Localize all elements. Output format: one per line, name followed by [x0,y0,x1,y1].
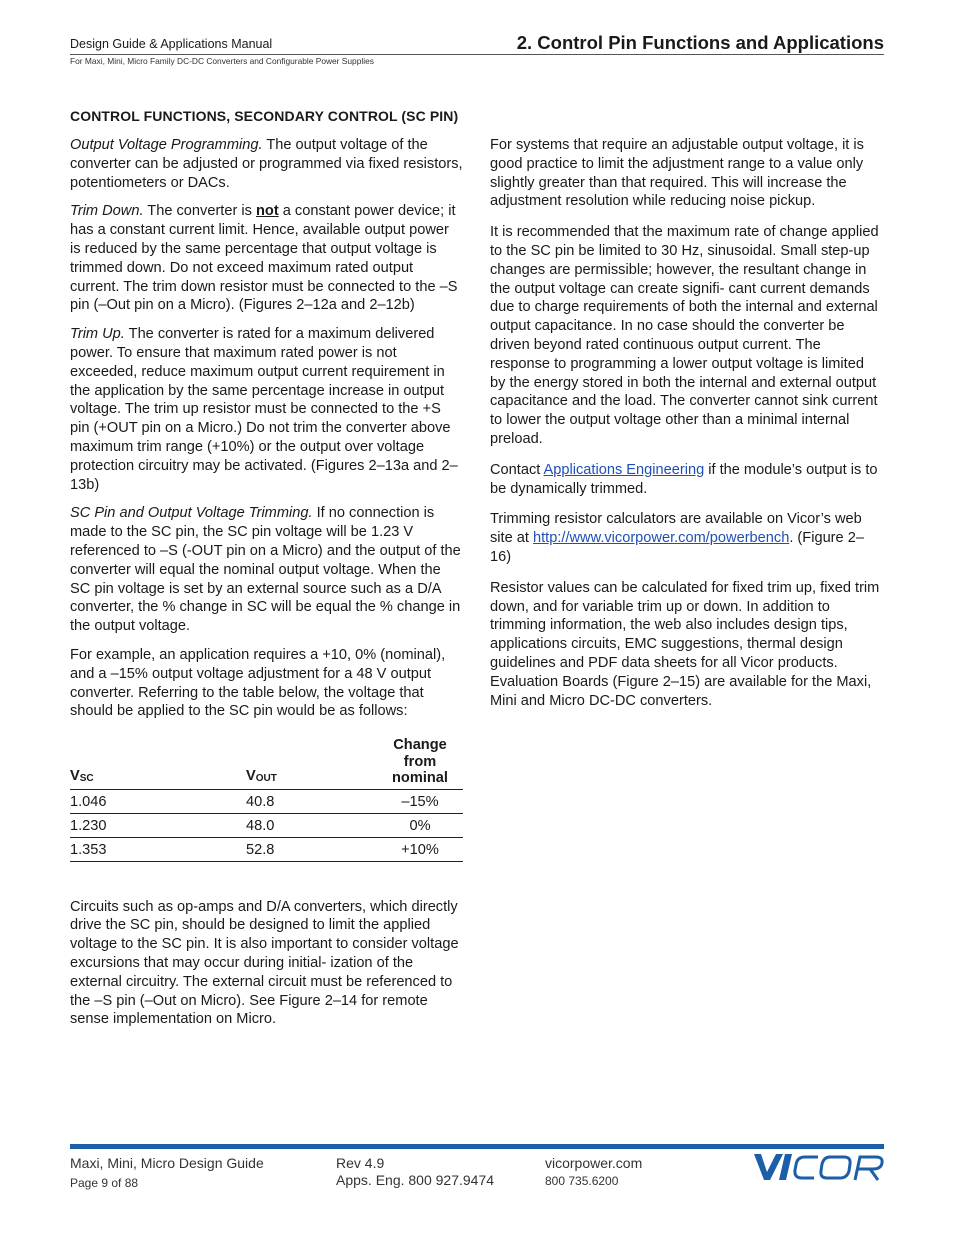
vicor-logo [752,1152,886,1182]
table-row [70,837,463,861]
table-header-row [70,737,463,789]
footer-bar [70,1144,884,1149]
paragraph-circuits: Circuits such as op-amps and D/A converters, which directly drive the SC pin, should be designed to limit the applied voltage to the SC pin. It is also important to consider voltage excursions that may occur during initial- ization of the external circuitry. The external circuit must be referenced to the –S pin (–Out on Micro). See Figure 2–14 for remote sense implementation on Micro. [70,898,459,1028]
manual-title: Design Guide & Applications Manual [70,37,273,51]
right-column [490,136,883,722]
paragraph-resistor-values: Resistor values can be calculated for fixed trim up, fixed trim down, and for variable trim up or down. In addition to trimming information, the web also includes design tips, applications circuits, EMC suggestions, thermal design guidelines and PDF data sheets for all Vicor products. Evaluation Boards (Figure 2–15) are available for the Maxi, Mini and Micro DC-DC converters. [490,579,880,709]
paragraph-lead: Trim Up. [70,326,125,343]
paragraph-lead: Trim Down. [70,203,144,220]
paragraph-lead: SC Pin and Output Voltage Trimming. [70,505,313,522]
column-header-change: Change from nominal [377,737,463,789]
header-rule [70,54,884,55]
cell-vsc: 1.353 [70,837,246,861]
cell-vout: 40.8 [246,789,377,813]
paragraph-body: a constant power device; it has a constant current limit. Hence, available output power is reduced by the same percentage that output voltage is trimmed down. Do not exceed maximum rated output current. The trim down resistor must be connected to the –S pin (–Out pin on a Micro). (Figures 2–12a and 2–12b) [70,203,458,314]
paragraph-rate-of-change: It is recommended that the maximum rate of change applied to the SC pin be limited to 30 Hz, sinusoidal. Small step-up changes are permissible; however, the resultant change in the output voltage can create signifi- cant current demands due to charge requirements of both the internal and external output capacitance. In no case should the converter be driven beyond rated continuous output current. The response to programming a lower output voltage is limited by the energy stored in both the internal and external output capacitance and the load. The converter cannot sink current to lower the output voltage other than a minimal internal preload. [490,224,879,447]
paragraph-example: For example, an application requires a +10, 0% (nominal), and a –15% output voltage adjustment for a 48 V output converter. Referring to the table below, the voltage that should be applied to the SC pin would be as follows: [70,646,446,720]
paragraph-body: If no connection is made to the SC pin, the SC pin voltage will be 1.23 V referenced to –S (-OUT pin on a Micro) and the output of the converter will equal the nominal output voltage. When the SC pin voltage is set by an external source such as a D/A converter, the % change in SC will be equal the % change in the output voltage. [70,505,461,635]
table-row [70,813,463,837]
paragraph-body: The output voltage of the converter can be adjusted or programmed via fixed resistors, potentiometers or DACs. [70,137,463,191]
sc-voltage-table [70,737,463,862]
table-row [70,789,463,813]
cell-change: –15% [377,789,463,813]
footer-website: vicorpower.com [545,1155,643,1171]
paragraph-trim-up [70,325,463,494]
cell-vout: 52.8 [246,837,377,861]
emphasis-not: not [256,203,279,220]
left-column [70,136,463,1039]
powerbench-link[interactable]: http://www.vicorpower.com/powerbench [533,530,790,547]
paragraph-lead: Output Voltage Programming. [70,137,263,153]
paragraph-trim-down [70,202,463,315]
cell-vout: 48.0 [246,813,377,837]
paragraph-calculators: Trimming resistor calculators are available on Vicor’s web site at http://www.vicorpower.com/powerbench. (Figure 2–16) [490,511,864,565]
paragraph-body: The converter is [143,203,256,220]
footer-apps-phone: Apps. Eng. 800 927.9474 [336,1172,495,1188]
cell-change: +10% [377,837,463,861]
footer-page-number: Page 9 of 88 [70,1176,139,1190]
paragraph-contact: Contact Applications Engineering if the module’s output is to be dynamically trimmed. [490,461,878,497]
chapter-title: 2. Control Pin Functions and Applications [516,32,884,53]
manual-subtitle: For Maxi, Mini, Micro Family DC-DC Converters and Configurable Power Supplies [70,56,374,66]
footer-revision: Rev 4.9 [336,1155,385,1171]
column-header-vsc: $V_{SC}$ [70,737,246,789]
paragraph-output-voltage-programming [70,136,463,192]
paragraph-body: The converter is rated for a maximum delivered power. To ensure that maximum rated power is not exceeded, reduce maximum output current requirement in the application by the same percentage increase in output voltage. The trim up resistor must be connected to the +S pin (+OUT pin on a Micro.) Do not trim the converter above maximum trim range (+10%) or the output over voltage protection circuitry may be activated. (Figures 2–13a and 2–13b) [70,326,458,493]
paragraph-sc-pin-trimming [70,504,463,636]
cell-vsc: 1.046 [70,789,246,813]
section-heading: CONTROL FUNCTIONS, SECONDARY CONTROL (SC PIN) [70,108,459,124]
column-header-vout: $V_{OUT}$ [246,737,377,789]
cell-change: 0% [377,813,463,837]
paragraph-adjustable-output: For systems that require an adjustable output voltage, it is good practice to limit the adjustment range to a value only slightly greater than that required. This will increase the adjustment resolution while reducing noise pickup. [490,137,864,210]
applications-engineering-link[interactable]: Applications Engineering [543,461,705,478]
footer-guide-title: Maxi, Mini, Micro Design Guide [70,1155,264,1171]
footer-phone: 800 735.6200 [545,1174,619,1188]
cell-vsc: 1.230 [70,813,246,837]
